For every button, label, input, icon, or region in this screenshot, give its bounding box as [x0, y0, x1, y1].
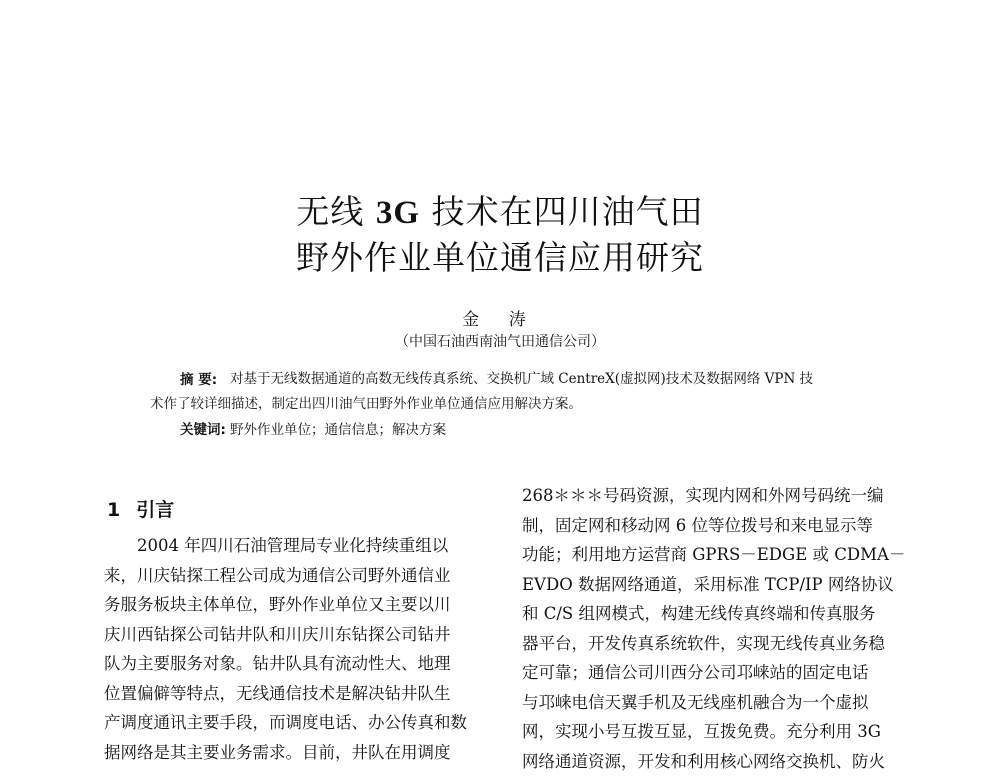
- right-col-line: 器平台，开发传真系统软件，实现无线传真业务稳: [522, 629, 907, 659]
- left-col-line: 来，川庆钻探工程公司成为通信公司野外通信业: [104, 561, 489, 591]
- right-col-line: 定可靠；通信公司川西分公司邛崃站的固定电话: [522, 658, 907, 688]
- left-col-line: 务服务板块主体单位，野外作业单位又主要以川: [104, 590, 489, 620]
- right-col-line: 网络通道资源，开发和利用核心网络交换机、防火: [522, 747, 907, 776]
- left-col-line: 位置偏僻等特点，无线通信技术是解决钻井队生: [104, 679, 489, 709]
- paper-title-line-1: [0, 192, 1000, 233]
- left-col-line: 队为主要服务对象。钻井队具有流动性大、地理: [104, 649, 489, 679]
- author-affiliation: （中国石油西南油气田通信公司）: [0, 331, 1000, 351]
- keywords-value: 野外作业单位；通信信息；解决方案: [230, 418, 446, 438]
- section-title: 引言: [136, 499, 174, 521]
- abstract-line-1: 对基于无线数据通道的高数无线传真系统、交换机广域 CentreX(虚拟网)技术及数据网络 VPN 技: [230, 368, 870, 390]
- right-col-line: 与邛崃电信天翼手机及无线座机融合为一个虚拟: [522, 688, 907, 718]
- keywords-label: 关键词:: [180, 418, 226, 438]
- right-col-line: 268＊＊＊号码资源，实现内网和外网号码统一编: [522, 481, 907, 511]
- title-line1-pre: 无线: [296, 192, 364, 231]
- author-name: 金 涛: [0, 305, 1000, 330]
- section-number: 1: [107, 499, 120, 521]
- right-column-body: [522, 481, 907, 776]
- left-col-line: 2004 年四川石油管理局专业化持续重组以: [104, 531, 489, 561]
- right-col-line: EVDO 数据网络通道，采用标准 TCP/IP 网络协议: [522, 570, 907, 600]
- left-col-line: 据网络是其主要业务需求。目前，井队在用调度: [104, 738, 489, 768]
- abstract-line-2: 术作了较详细描述，制定出四川油气田野外作业单位通信应用解决方案。: [150, 393, 582, 415]
- left-col-line: 庆川西钻探公司钻井队和川庆川东钻探公司钻井: [104, 620, 489, 650]
- right-col-line: 制，固定网和移动网 6 位等位拨号和来电显示等: [522, 511, 907, 541]
- abstract-label: 摘 要:: [180, 368, 217, 388]
- paper-title-line-2: 野外作业单位通信应用研究: [0, 238, 1000, 278]
- left-col-line: 产调度通讯主要手段，而调度电话、办公传真和数: [104, 708, 489, 738]
- right-col-line: 功能；利用地方运营商 GPRS－EDGE 或 CDMA－: [522, 540, 907, 570]
- right-col-line: 网，实现小号互拨互显，互拨免费。充分利用 3G: [522, 717, 907, 747]
- title-line1-latin: 3G: [376, 195, 420, 231]
- left-column-body: [104, 531, 489, 767]
- section-heading: [107, 495, 174, 522]
- right-col-line: 和 C/S 组网模式，构建无线传真终端和传真服务: [522, 599, 907, 629]
- title-line1-post: 技术在四川油气田: [432, 192, 704, 231]
